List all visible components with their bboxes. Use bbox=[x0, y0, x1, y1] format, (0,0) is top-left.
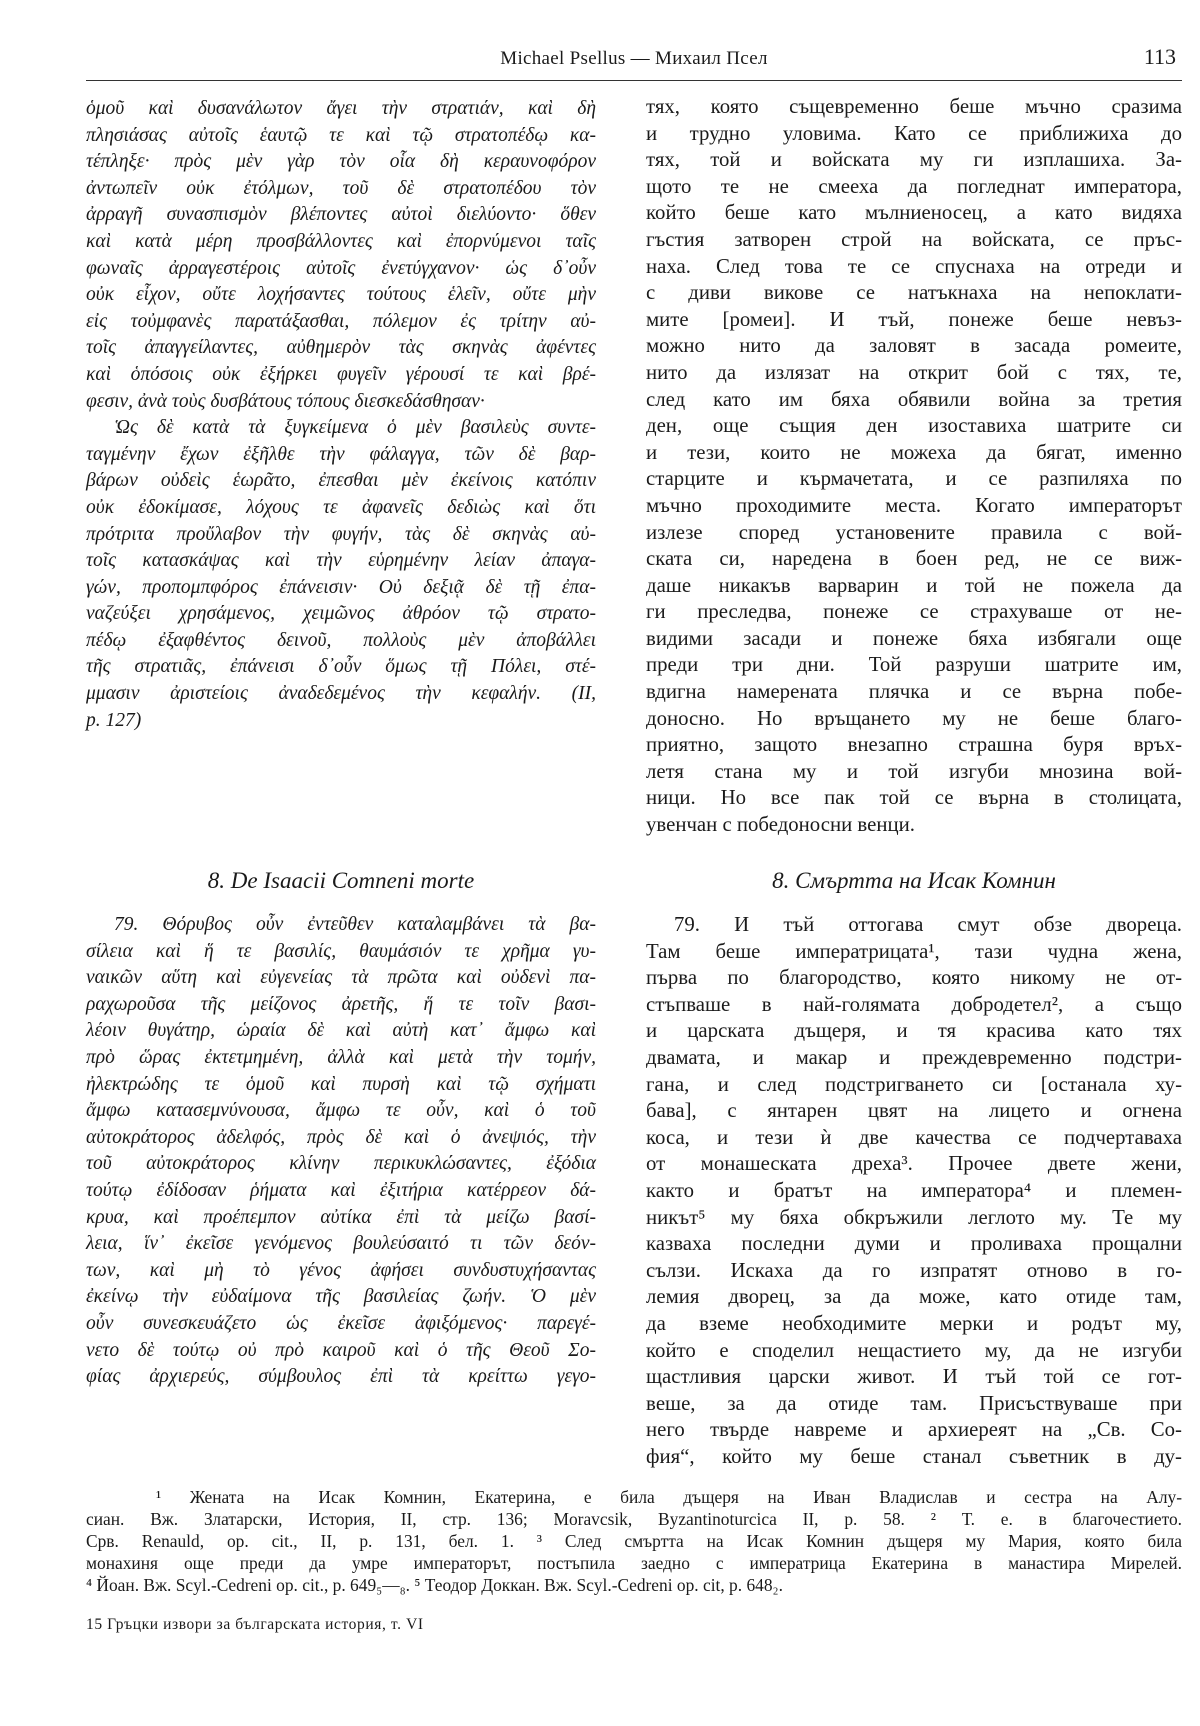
text-line: монахиня още преди да умре императорът, постъпила заедно с императрица Екатерина в манастира Мирелей. bbox=[86, 1553, 1182, 1573]
text-line: τοῖς κατασκάψας καὶ τὴν εὑρημένην λείαν ἀπαγα- bbox=[86, 550, 596, 572]
bulgarian-text-bottom bbox=[646, 912, 1182, 1470]
text-line: вдигна намерената плячка и се върна побе- bbox=[646, 680, 1182, 704]
text-line: οὐκ εἶχον, οὔτε λοχήσαντες τούτους ἑλεῖν, οὔτε μὴν bbox=[86, 284, 596, 306]
text-line: мите [ромеи]. И тъй, понеже беше невъз- bbox=[646, 307, 1182, 331]
text-line: οὐκ ἐδοκίμασε, λόχους τε ἀφανεῖς δεδιὼς καὶ ὅτι bbox=[86, 496, 596, 518]
text-line: сиан. Вж. Златарски, История, II, стр. 136; Moravcsik, Byzantinoturcica II, p. 58. ² Т. е. в благочестието. bbox=[86, 1509, 1182, 1529]
text-line: преди три дни. Той разруши шатрите им, bbox=[646, 653, 1182, 677]
text-line: τέπληξε· πρὸς μὲν γὰρ τὸν οἷα δὴ κεραυνοφόρον bbox=[86, 151, 596, 173]
text-line: щото те не смееха да погледнат императора, bbox=[646, 174, 1182, 198]
text-line: πλησιάσας αὐτοῖς ἑαυτῷ τε καὶ τῷ στρατοπέδῳ κα- bbox=[86, 124, 596, 146]
text-line: мъчно проходимите места. Когато императорът bbox=[646, 493, 1182, 517]
text-line: тях, той и войската му ги изплашиха. За- bbox=[646, 148, 1182, 172]
text-line: гъстия затворен строй на войската, се пръс- bbox=[646, 227, 1182, 251]
text-line: който беше като мълниеносец, а като видяха bbox=[646, 201, 1182, 225]
text-line: βάρων οὐδεὶς ἑωρᾶτο, ἐπεσθαι μὲν ἐκείνοις κατόπιν bbox=[86, 470, 596, 492]
text-line: ници. Но все пак той се върна в столицата, bbox=[646, 786, 1182, 810]
greek-text-bottom bbox=[86, 912, 596, 1391]
text-line: 79. И тъй оттогава смут обзе двореца. bbox=[674, 913, 1182, 936]
text-line: даше никакъв варварин и той не пожела да bbox=[646, 573, 1182, 597]
text-line: p. 127) bbox=[86, 709, 142, 731]
text-line: излезе според установените правила с вой- bbox=[646, 520, 1182, 544]
text-line: можно нито да заловят в засада ромеите, bbox=[646, 334, 1182, 358]
text-line: ⁴ Йоан. Вж. Scyl.-Cedreni op. cit., p. 649₅—₈. ⁵ Теодор Доккан. Вж. Scyl.-Cedreni op. cit, p. 648₂. bbox=[86, 1575, 783, 1595]
text-line: πρὸ ὥρας ἐκτετμημένη, ἀλλὰ καὶ μετὰ τὴν τομήν, bbox=[86, 1046, 596, 1068]
text-line: никът⁵ му бяха обкръжили леглото му. Те му bbox=[646, 1205, 1182, 1229]
text-line: бава], с янтарен цвят на лицето и огнена bbox=[646, 1099, 1182, 1123]
text-line: първа по благородство, която никому не от- bbox=[646, 966, 1182, 990]
text-line: тях, която същевременно беше мъчно сразима bbox=[646, 95, 1182, 118]
text-line: κρυα, καὶ προέπεμπον αὐτίκα ἐπὶ τὰ μείζω βασί- bbox=[86, 1206, 596, 1228]
text-line: както и братът на императора⁴ и племен- bbox=[646, 1178, 1182, 1202]
text-line: двамата, и макар и преждевременно подстри- bbox=[646, 1045, 1182, 1069]
running-head-title: Michael Psellus — Михаил Псел bbox=[500, 48, 768, 69]
text-line: ἐκείνῳ τὴν εὐδαίμονα τῆς βασιλείας ζωήν. Ὁ μὲν bbox=[86, 1286, 596, 1308]
text-line: των, καὶ μὴ τὸ γένος ἀφήσει συνδυστυχήσαντας bbox=[86, 1259, 596, 1281]
text-line: ἀντωπεῖν οὐκ ἐτόλμων, τοῦ δὲ στρατοπέδου τὸν bbox=[86, 177, 596, 199]
text-line: 79. Θόρυβος οὖν ἐντεῦθεν καταλαμβάνει τὰ βα- bbox=[114, 914, 596, 935]
text-line: стъпваше в най-голямата добродетел², а също bbox=[646, 992, 1182, 1016]
text-line: от монашеската дреха³. Прочее двете жени, bbox=[646, 1152, 1182, 1176]
text-line: γών, προπομπφόρος ἐπάνεισιν· Οὐ δεξιᾷ δὲ τῇ ἐπα- bbox=[86, 576, 596, 598]
text-line: νετο δὲ τούτῳ οὐ πρὸ καιροῦ καὶ ὁ τῆς Θεοῦ Σο- bbox=[86, 1339, 596, 1361]
text-line: да вземе необходимите мерки и родът му, bbox=[646, 1311, 1182, 1335]
text-line: и трудно уловима. Като се приближиха до bbox=[646, 121, 1182, 145]
text-line: τούτῳ ἐδίδοσαν ῥήματα καὶ ἐξιτήρια κατέρρεον δά- bbox=[86, 1179, 596, 1201]
footnotes bbox=[86, 1486, 1182, 1596]
text-line: след като им бяха обявили война за третия bbox=[646, 387, 1182, 411]
text-line: μμασιν ἀριστείοις ἀναδεδεμένος τὴν κεφαλήν. (II, bbox=[86, 683, 596, 705]
text-line: ἠλεκτρώδης τε ὁμοῦ καὶ πυρσὴ καὶ τῷ σχήματι bbox=[86, 1073, 596, 1095]
greek-text-top bbox=[86, 96, 596, 734]
text-line: πρότριτα προὔλαβον τὴν φυγήν, τὰς δὲ σκηνὰς αὐ- bbox=[86, 523, 596, 545]
text-line: ραχωροῦσα τῆς μείζονος ἀρετῆς, ἥ τε τοῖν βασι- bbox=[86, 993, 596, 1015]
text-line: τῆς στρατιᾶς, ἐπάνεισι δ᾽οὖν ὅμως τῇ Πόλει, στέ- bbox=[86, 656, 596, 678]
text-line: който е споделил нещастието му, да не изгуби bbox=[646, 1338, 1182, 1362]
text-line: наха. След това те се спуснаха на отреди и bbox=[646, 254, 1182, 278]
text-line: Срв. Renauld, op. cit., II, p. 131, бел. 1. ³ След смъртта на Исак Комнин дъщеря му Мария, която била bbox=[86, 1531, 1182, 1551]
text-line: καὶ ὁπόσοις οὐκ ἐξήρκει φυγεῖν γέρουσί τε καὶ βρέ- bbox=[86, 363, 596, 385]
section-heading-latin: 8. De Isaacii Comneni morte bbox=[207, 868, 475, 893]
text-line: и царската дъщеря, и тя красива като тях bbox=[646, 1019, 1182, 1043]
text-line: вeше, за да отиде там. Присъствуваше при bbox=[646, 1391, 1182, 1415]
text-line: Там беше императрицата¹, тази чудна жена, bbox=[646, 939, 1182, 963]
text-line: λεια, ἵν᾽ ἐκεῖσε γενόμενος βουλεύσαιτό τι τῶν δεόν- bbox=[86, 1233, 596, 1255]
text-line: летя стана му и той изгуби мнозина вой- bbox=[646, 759, 1182, 783]
text-line: щастливия царски живот. И тъй той се гот- bbox=[646, 1365, 1182, 1389]
running-head bbox=[86, 44, 1182, 81]
text-line: ἀρραγῆ συνασπισμὸν βλέποντες αὐτοὶ διελύοντο· ὅθεν bbox=[86, 204, 596, 226]
text-line: φίας ἀρχιερεύς, σύμβουλος ἐπὶ τὰ κρείττω γεγο- bbox=[86, 1366, 596, 1388]
text-line: φωναῖς ἀρραγεστέροις αὐτοῖς ἐνετύγχανον· ὡς δ᾽οὖν bbox=[86, 257, 596, 279]
text-line: видими засади и понеже бяха избягали още bbox=[646, 626, 1182, 650]
page-number: 113 bbox=[1143, 44, 1176, 69]
text-line: коса, и тези ѝ две качества се подчертаваха bbox=[646, 1125, 1182, 1149]
text-line: καὶ κατὰ μέρη προσβάλλοντες καὶ ἐπορνύμενοι ταῖς bbox=[86, 230, 596, 252]
text-line: Ὡς δὲ κατὰ τὰ ξυγκείμενα ὁ μὲν βασιλεὺς συντε- bbox=[114, 417, 596, 439]
text-line: ναικῶν αὕτη καὶ εὐγενείας τὰ πρῶτα καὶ οὐδενὶ πα- bbox=[86, 967, 596, 989]
text-line: φεσιν, ἀνὰ τοὺς δυσβάτους τόπους διεσκεδάσθησαν· bbox=[86, 390, 485, 412]
text-line: λέοιν θυγάτηρ, ὡραία δὲ καὶ αὐτὴ κατ᾽ ἄμφω καὶ bbox=[86, 1020, 596, 1042]
text-line: σίλεια καὶ ἥ τε βασιλίς, θαυμάσιόν τε χρῆμα γυ- bbox=[86, 940, 596, 962]
section-heading-bulgarian: 8. Смъртта на Исак Комнин bbox=[772, 868, 1056, 893]
bulgarian-text-top bbox=[646, 94, 1182, 839]
text-line: старците и кърмачетата, и се разпиляха по bbox=[646, 467, 1182, 491]
text-line: τοῖς ἀπαγγείλαντες, αὐθημερὸν τὰς σκηνὰς ἀφέντες bbox=[86, 337, 596, 359]
text-line: доносно. Но връщането му не беше благо- bbox=[646, 706, 1182, 730]
text-line: τοῦ αὐτοκράτορος κλίνην περικυκλώσαντες, ἐξόδια bbox=[86, 1153, 596, 1175]
text-line: сълзи. Искаха да го изпратят отново в го- bbox=[646, 1258, 1182, 1282]
text-line: ταγμένην ἔχων ἐξῆλθε τὴν φάλαγγα, τῶν δὲ βαρ- bbox=[86, 443, 596, 465]
text-line: фия“, който му беше станал съветник в ду- bbox=[646, 1444, 1182, 1468]
text-line: с диви викове се натъкнаха на непоклати- bbox=[646, 281, 1182, 305]
text-line: ὁμοῦ καὶ δυσανάλωτον ἄγει τὴν στρατιάν, καὶ δὴ bbox=[86, 98, 596, 119]
text-line: πέδῳ ἐξαφθέντος δεινοῦ, πολλοὺς μὲν ἀποβάλλει bbox=[86, 629, 596, 651]
text-line: οὖν συνεσκευάζετο ὡς ἐκεῖσε ἀφιξόμενος· παρεγέ- bbox=[86, 1312, 596, 1334]
text-line: нито да излязат на открит бой с тях, те, bbox=[646, 360, 1182, 384]
text-line: увенчан с победоносни венци. bbox=[646, 813, 915, 837]
text-line: ската си, наредена в боен ред, не се виж- bbox=[646, 547, 1182, 571]
signature-line: 15 Гръцки извори за българската история, т. VI bbox=[86, 1616, 424, 1633]
text-line: и тези, които не можеха да бягат, именно bbox=[646, 440, 1182, 464]
text-line: ден, още същия ден изоставиха шатрите си bbox=[646, 414, 1182, 438]
text-line: гана, и след подстригването си [останала ху- bbox=[646, 1072, 1182, 1096]
text-line: ги преследва, понеже се страхуваше от не- bbox=[646, 600, 1182, 624]
text-line: εἰς τοὐμφανὲς παρατάξασθαι, πόλεμον ἐς τρίτην αὐ- bbox=[86, 310, 596, 332]
text-line: приятно, защото внезапно страшна буря връх- bbox=[646, 733, 1182, 757]
text-line: него твърде навреме и архиереят на „Св. Со- bbox=[646, 1418, 1182, 1442]
text-line: ¹ Жената на Исак Комнин, Екатерина, е била дъщеря на Иван Владислав и сестра на Алу- bbox=[156, 1487, 1182, 1507]
text-line: ἄμφω κατασεμνύνουσα, ἄμφω τε οὖν, καὶ ὁ τοῦ bbox=[86, 1100, 596, 1122]
text-line: αὐτοκράτορος ἀδελφός, πρὸς δὲ καὶ ὁ ἀνεψιός, τὴν bbox=[86, 1126, 596, 1148]
text-line: казваха последни думи и проливаха прощални bbox=[646, 1232, 1182, 1256]
text-line: лемия дворец, за да може, като отиде там, bbox=[646, 1285, 1182, 1309]
text-line: ναζεύξει χρησάμενος, χειμῶνος ἀθρόον τῷ στρατο- bbox=[86, 603, 596, 625]
